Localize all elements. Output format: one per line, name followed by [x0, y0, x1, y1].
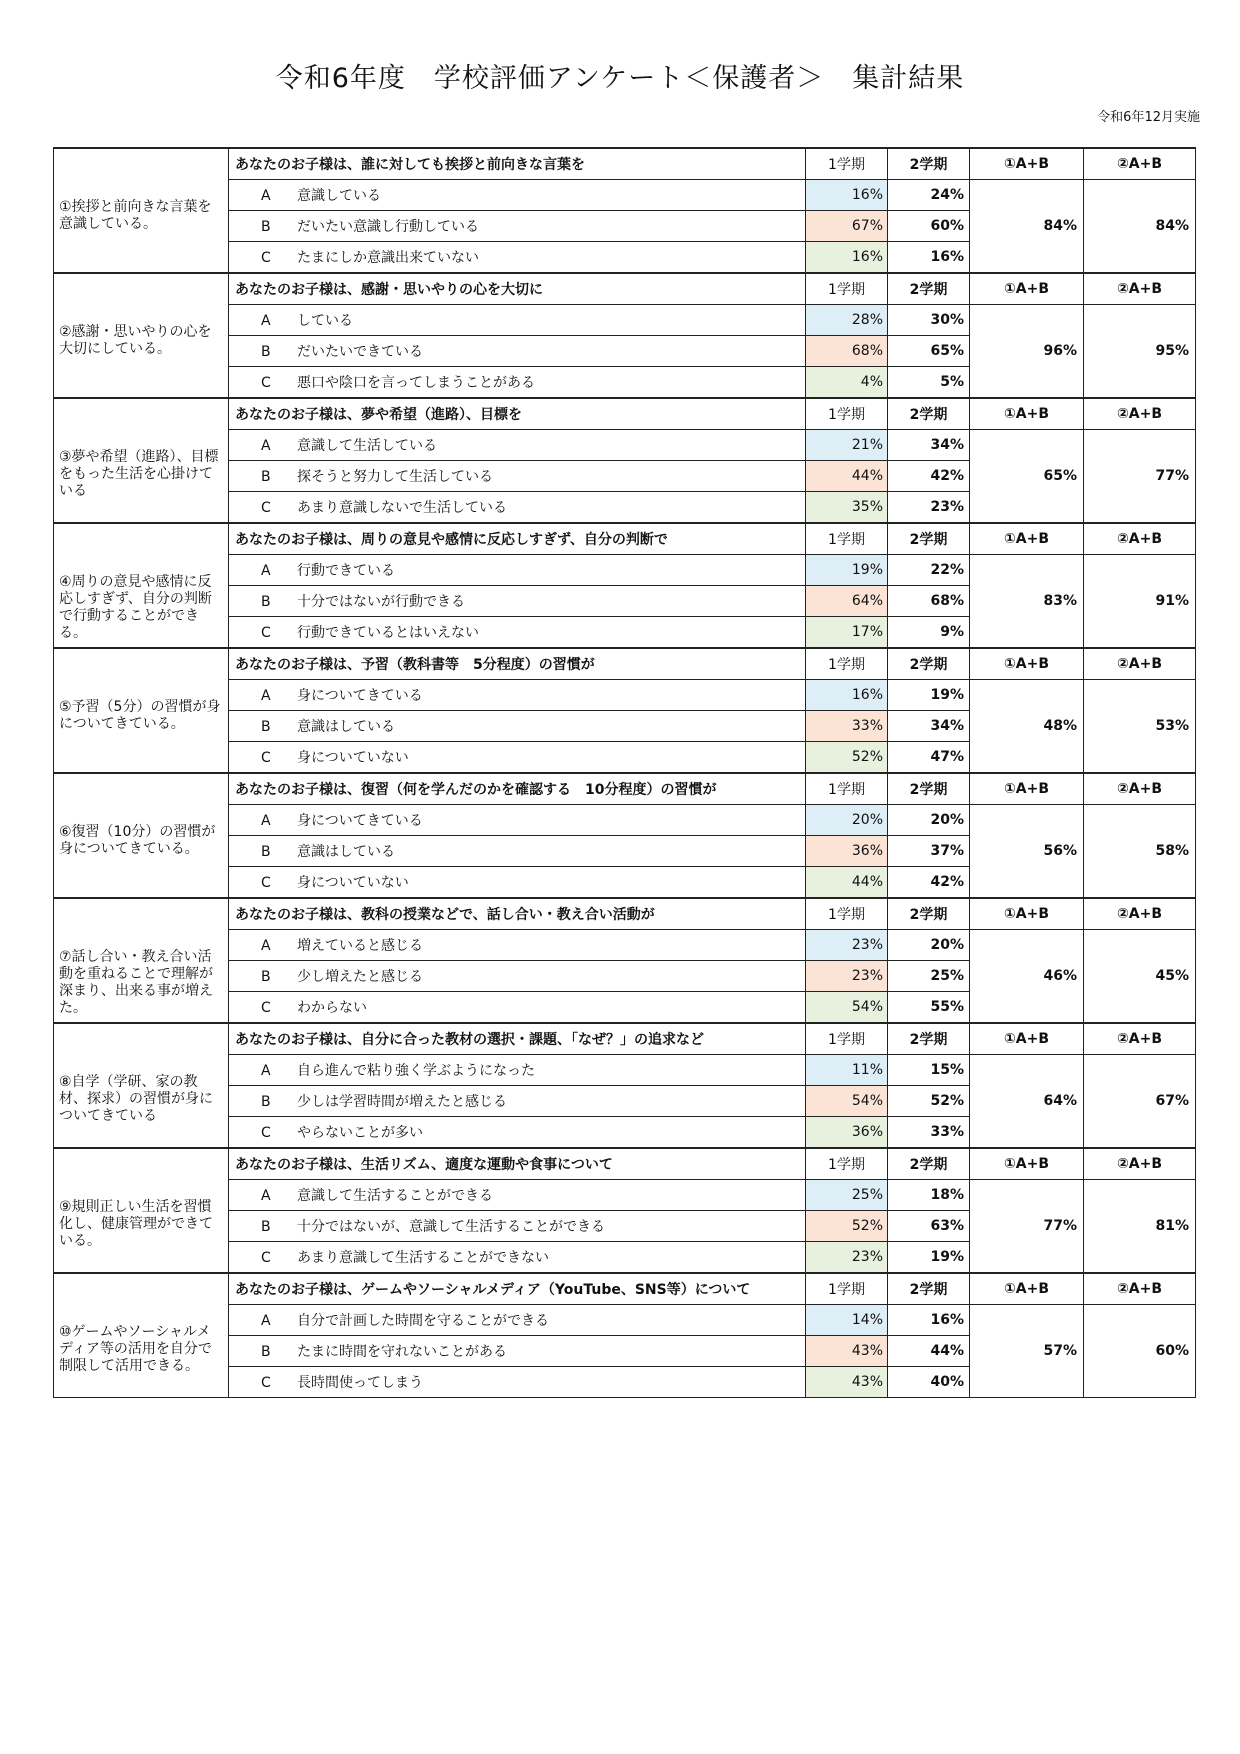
- option-letter: C: [261, 1125, 271, 1141]
- sum2-header: ②A+B: [1084, 773, 1196, 805]
- survey-item-label: ①挨拶と前向きな言葉を意識している。: [54, 148, 229, 273]
- question-text: あなたのお子様は、ゲームやソーシャルメディア（YouTube、SNS等）について: [229, 1273, 806, 1305]
- option-text: 意識して生活している: [297, 438, 437, 454]
- option-letter: A: [261, 563, 271, 579]
- option-cell: [229, 555, 806, 586]
- question-row: [54, 1273, 1196, 1305]
- term1-header: 1学期: [806, 648, 888, 680]
- term2-header: 2学期: [888, 773, 970, 805]
- term1-header: 1学期: [806, 1273, 888, 1305]
- term1-header: 1学期: [806, 1023, 888, 1055]
- option-letter: A: [261, 938, 271, 954]
- option-text: 十分ではないが、意識して生活することができる: [297, 1219, 605, 1235]
- term2-value: 9%: [888, 617, 970, 649]
- option-text: 意識はしている: [297, 719, 395, 735]
- term2-value: 55%: [888, 992, 970, 1024]
- term1-value: 23%: [806, 930, 888, 961]
- term1-header: 1学期: [806, 773, 888, 805]
- option-text: わからない: [297, 1000, 367, 1016]
- option-text: 探そうと努力して生活している: [297, 469, 493, 485]
- term1-value: 52%: [806, 1211, 888, 1242]
- option-letter: A: [261, 1313, 271, 1329]
- option-text: たまにしか意識出来ていない: [297, 250, 479, 266]
- term2-header: 2学期: [888, 273, 970, 305]
- option-text: たまに時間を守れないことがある: [297, 1344, 507, 1360]
- question-text: あなたのお子様は、教科の授業などで、話し合い・教え合い活動が: [229, 898, 806, 930]
- term2-value: 16%: [888, 242, 970, 274]
- question-row: [54, 148, 1196, 180]
- term1-header: 1学期: [806, 273, 888, 305]
- option-text: 身についてきている: [297, 813, 423, 829]
- sum1-header: ①A+B: [970, 1273, 1084, 1305]
- sum2-value: 77%: [1084, 430, 1196, 524]
- question-row: [54, 648, 1196, 680]
- term2-value: 60%: [888, 211, 970, 242]
- option-text: 十分ではないが行動できる: [297, 594, 465, 610]
- option-cell: [229, 1055, 806, 1086]
- sum2-header: ②A+B: [1084, 898, 1196, 930]
- option-letter: C: [261, 500, 271, 516]
- option-letter: C: [261, 875, 271, 891]
- sum2-value: 45%: [1084, 930, 1196, 1024]
- term2-value: 23%: [888, 492, 970, 524]
- question-row: [54, 898, 1196, 930]
- question-row: [54, 273, 1196, 305]
- option-text: 意識して生活することができる: [297, 1188, 493, 1204]
- term1-value: 11%: [806, 1055, 888, 1086]
- term2-value: 37%: [888, 836, 970, 867]
- term2-header: 2学期: [888, 1148, 970, 1180]
- term2-value: 5%: [888, 367, 970, 399]
- sum2-value: 95%: [1084, 305, 1196, 399]
- sum1-value: 48%: [970, 680, 1084, 774]
- survey-item-label: ⑨規則正しい生活を習慣化し、健康管理ができている。: [54, 1148, 229, 1273]
- term2-header: 2学期: [888, 523, 970, 555]
- option-letter: C: [261, 750, 271, 766]
- option-letter: B: [261, 344, 271, 360]
- option-letter: B: [261, 1094, 271, 1110]
- option-cell: [229, 805, 806, 836]
- term1-value: 16%: [806, 180, 888, 211]
- option-cell: [229, 1367, 806, 1398]
- term1-value: 44%: [806, 867, 888, 899]
- sum1-value: 83%: [970, 555, 1084, 649]
- term1-value: 64%: [806, 586, 888, 617]
- term2-value: 65%: [888, 336, 970, 367]
- term2-value: 33%: [888, 1117, 970, 1149]
- question-text: あなたのお子様は、自分に合った教材の選択・課題、「なぜ？」の追求など: [229, 1023, 806, 1055]
- option-text: している: [297, 313, 353, 329]
- sum1-value: 84%: [970, 180, 1084, 274]
- option-cell: [229, 305, 806, 336]
- term2-value: 68%: [888, 586, 970, 617]
- option-cell: [229, 1211, 806, 1242]
- term2-value: 19%: [888, 1242, 970, 1274]
- sum1-header: ①A+B: [970, 1148, 1084, 1180]
- term1-value: 54%: [806, 992, 888, 1024]
- option-cell: [229, 367, 806, 399]
- option-cell: [229, 1336, 806, 1367]
- option-letter: B: [261, 1219, 271, 1235]
- survey-item-label: ⑩ゲームやソーシャルメディア等の活用を自分で制限して活用できる。: [54, 1273, 229, 1398]
- sum1-value: 57%: [970, 1305, 1084, 1398]
- term2-value: 42%: [888, 867, 970, 899]
- option-letter: B: [261, 594, 271, 610]
- question-text: あなたのお子様は、夢や希望（進路）、目標を: [229, 398, 806, 430]
- option-cell: [229, 992, 806, 1024]
- option-text: 意識はしている: [297, 844, 395, 860]
- option-text: 悪口や陰口を言ってしまうことがある: [297, 375, 535, 391]
- sum1-header: ①A+B: [970, 773, 1084, 805]
- term1-value: 14%: [806, 1305, 888, 1336]
- sum2-header: ②A+B: [1084, 1273, 1196, 1305]
- term1-value: 67%: [806, 211, 888, 242]
- term2-value: 44%: [888, 1336, 970, 1367]
- option-cell: [229, 211, 806, 242]
- term1-value: 28%: [806, 305, 888, 336]
- option-letter: A: [261, 688, 271, 704]
- question-row: [54, 773, 1196, 805]
- term1-value: 25%: [806, 1180, 888, 1211]
- option-cell: [229, 930, 806, 961]
- question-row: [54, 1148, 1196, 1180]
- term1-value: 52%: [806, 742, 888, 774]
- option-letter: C: [261, 1375, 271, 1391]
- term2-value: 20%: [888, 930, 970, 961]
- sum1-value: 46%: [970, 930, 1084, 1024]
- survey-item-label: ④周りの意見や感情に反応しすぎず、自分の判断で行動することができる。: [54, 523, 229, 648]
- term1-value: 16%: [806, 680, 888, 711]
- term2-value: 42%: [888, 461, 970, 492]
- option-text: 身についていない: [297, 750, 409, 766]
- option-letter: C: [261, 1000, 271, 1016]
- term2-value: 16%: [888, 1305, 970, 1336]
- option-cell: [229, 836, 806, 867]
- term1-value: 43%: [806, 1367, 888, 1398]
- option-letter: B: [261, 219, 271, 235]
- term2-value: 22%: [888, 555, 970, 586]
- option-cell: [229, 586, 806, 617]
- term2-value: 25%: [888, 961, 970, 992]
- option-letter: B: [261, 719, 271, 735]
- survey-item-label: ③夢や希望（進路）、目標をもった生活を心掛けている: [54, 398, 229, 523]
- term2-header: 2学期: [888, 898, 970, 930]
- option-text: 少し増えたと感じる: [297, 969, 423, 985]
- option-text: 自分で計画した時間を守ることができる: [297, 1313, 549, 1329]
- option-letter: B: [261, 844, 271, 860]
- question-text: あなたのお子様は、感謝・思いやりの心を大切に: [229, 273, 806, 305]
- term1-value: 4%: [806, 367, 888, 399]
- page-title: 令和6年度 学校評価アンケート＜保護者＞ 集計結果: [275, 63, 965, 94]
- option-text: だいたい意識し行動している: [297, 219, 479, 235]
- option-cell: [229, 1305, 806, 1336]
- option-cell: [229, 1086, 806, 1117]
- sum1-value: 65%: [970, 430, 1084, 524]
- sum1-value: 96%: [970, 305, 1084, 399]
- sum1-header: ①A+B: [970, 898, 1084, 930]
- option-cell: [229, 242, 806, 274]
- option-cell: [229, 680, 806, 711]
- option-cell: [229, 617, 806, 649]
- option-letter: A: [261, 1188, 271, 1204]
- option-letter: A: [261, 313, 271, 329]
- option-text: あまり意識しないで生活している: [297, 500, 507, 516]
- term1-value: 23%: [806, 961, 888, 992]
- term1-value: 68%: [806, 336, 888, 367]
- term1-value: 21%: [806, 430, 888, 461]
- option-text: 行動できている: [297, 563, 395, 579]
- option-cell: [229, 336, 806, 367]
- survey-item-label: ②感謝・思いやりの心を大切にしている。: [54, 273, 229, 398]
- question-text: あなたのお子様は、予習（教科書等 5分程度）の習慣が: [229, 648, 806, 680]
- sum2-header: ②A+B: [1084, 1148, 1196, 1180]
- option-cell: [229, 492, 806, 524]
- option-cell: [229, 1242, 806, 1274]
- option-cell: [229, 430, 806, 461]
- sum2-value: 91%: [1084, 555, 1196, 649]
- term1-value: 54%: [806, 1086, 888, 1117]
- term2-header: 2学期: [888, 1273, 970, 1305]
- term2-header: 2学期: [888, 648, 970, 680]
- term1-header: 1学期: [806, 898, 888, 930]
- term2-value: 19%: [888, 680, 970, 711]
- sum1-header: ①A+B: [970, 1023, 1084, 1055]
- option-cell: [229, 961, 806, 992]
- option-text: だいたいできている: [297, 344, 423, 360]
- option-cell: [229, 461, 806, 492]
- option-text: 身についていない: [297, 875, 409, 891]
- term2-value: 47%: [888, 742, 970, 774]
- term2-value: 63%: [888, 1211, 970, 1242]
- sum2-value: 67%: [1084, 1055, 1196, 1149]
- option-text: あまり意識して生活することができない: [297, 1250, 549, 1266]
- term1-header: 1学期: [806, 148, 888, 180]
- sum2-value: 84%: [1084, 180, 1196, 274]
- term2-value: 24%: [888, 180, 970, 211]
- sum2-value: 58%: [1084, 805, 1196, 899]
- term2-value: 18%: [888, 1180, 970, 1211]
- term2-value: 30%: [888, 305, 970, 336]
- term2-header: 2学期: [888, 1023, 970, 1055]
- option-letter: A: [261, 1063, 271, 1079]
- option-text: 自ら進んで粘り強く学ぶようになった: [297, 1063, 535, 1079]
- term1-header: 1学期: [806, 398, 888, 430]
- sum2-header: ②A+B: [1084, 273, 1196, 305]
- survey-item-label: ⑧自学（学研、家の教材、探求）の習慣が身についてきている: [54, 1023, 229, 1148]
- term1-value: 16%: [806, 242, 888, 274]
- option-cell: [229, 180, 806, 211]
- term1-value: 44%: [806, 461, 888, 492]
- option-letter: B: [261, 469, 271, 485]
- term1-value: 36%: [806, 836, 888, 867]
- question-text: あなたのお子様は、生活リズム、適度な運動や食事について: [229, 1148, 806, 1180]
- question-text: あなたのお子様は、周りの意見や感情に反応しすぎず、自分の判断で: [229, 523, 806, 555]
- question-text: あなたのお子様は、復習（何を学んだのかを確認する 10分程度）の習慣が: [229, 773, 806, 805]
- sum2-header: ②A+B: [1084, 523, 1196, 555]
- term1-value: 33%: [806, 711, 888, 742]
- sum1-value: 56%: [970, 805, 1084, 899]
- term1-value: 43%: [806, 1336, 888, 1367]
- sum1-value: 64%: [970, 1055, 1084, 1149]
- option-text: 身についてきている: [297, 688, 423, 704]
- option-cell: [229, 711, 806, 742]
- term2-value: 40%: [888, 1367, 970, 1398]
- question-text: あなたのお子様は、誰に対しても挨拶と前向きな言葉を: [229, 148, 806, 180]
- sum1-header: ①A+B: [970, 273, 1084, 305]
- sum2-header: ②A+B: [1084, 398, 1196, 430]
- term1-header: 1学期: [806, 1148, 888, 1180]
- term2-header: 2学期: [888, 398, 970, 430]
- option-letter: A: [261, 813, 271, 829]
- option-letter: C: [261, 375, 271, 391]
- term2-value: 52%: [888, 1086, 970, 1117]
- term1-value: 36%: [806, 1117, 888, 1149]
- term2-value: 34%: [888, 711, 970, 742]
- option-letter: A: [261, 188, 271, 204]
- term1-value: 20%: [806, 805, 888, 836]
- term2-value: 15%: [888, 1055, 970, 1086]
- survey-item-label: ⑤予習（5分）の習慣が身についてきている。: [54, 648, 229, 773]
- survey-date: 令和6年12月実施: [1097, 110, 1200, 125]
- term1-header: 1学期: [806, 523, 888, 555]
- sum1-header: ①A+B: [970, 398, 1084, 430]
- term2-header: 2学期: [888, 148, 970, 180]
- survey-item-label: ⑥復習（10分）の習慣が身についてきている。: [54, 773, 229, 898]
- option-letter: C: [261, 1250, 271, 1266]
- term1-value: 19%: [806, 555, 888, 586]
- option-letter: B: [261, 1344, 271, 1360]
- option-text: やらないことが多い: [297, 1125, 423, 1141]
- option-text: 行動できているとはいえない: [297, 625, 479, 641]
- survey-results-table: [53, 147, 1196, 1398]
- option-text: 増えていると感じる: [297, 938, 423, 954]
- option-text: 長時間使ってしまう: [297, 1375, 423, 1391]
- option-letter: B: [261, 969, 271, 985]
- term2-value: 20%: [888, 805, 970, 836]
- sum2-value: 81%: [1084, 1180, 1196, 1274]
- question-row: [54, 1023, 1196, 1055]
- sum1-value: 77%: [970, 1180, 1084, 1274]
- term1-value: 35%: [806, 492, 888, 524]
- term1-value: 23%: [806, 1242, 888, 1274]
- sum1-header: ①A+B: [970, 523, 1084, 555]
- sum1-header: ①A+B: [970, 148, 1084, 180]
- option-cell: [229, 867, 806, 899]
- survey-item-label: ⑦話し合い・教え合い活動を重ねることで理解が深まり、出来る事が増えた。: [54, 898, 229, 1023]
- sum1-header: ①A+B: [970, 648, 1084, 680]
- option-cell: [229, 742, 806, 774]
- sum2-value: 53%: [1084, 680, 1196, 774]
- sum2-header: ②A+B: [1084, 148, 1196, 180]
- term1-value: 17%: [806, 617, 888, 649]
- option-cell: [229, 1180, 806, 1211]
- option-letter: C: [261, 250, 271, 266]
- question-row: [54, 398, 1196, 430]
- option-letter: A: [261, 438, 271, 454]
- option-text: 少しは学習時間が増えたと感じる: [297, 1094, 507, 1110]
- option-letter: C: [261, 625, 271, 641]
- sum2-header: ②A+B: [1084, 648, 1196, 680]
- sum2-value: 60%: [1084, 1305, 1196, 1398]
- option-text: 意識している: [297, 188, 381, 204]
- option-cell: [229, 1117, 806, 1149]
- sum2-header: ②A+B: [1084, 1023, 1196, 1055]
- term2-value: 34%: [888, 430, 970, 461]
- question-row: [54, 523, 1196, 555]
